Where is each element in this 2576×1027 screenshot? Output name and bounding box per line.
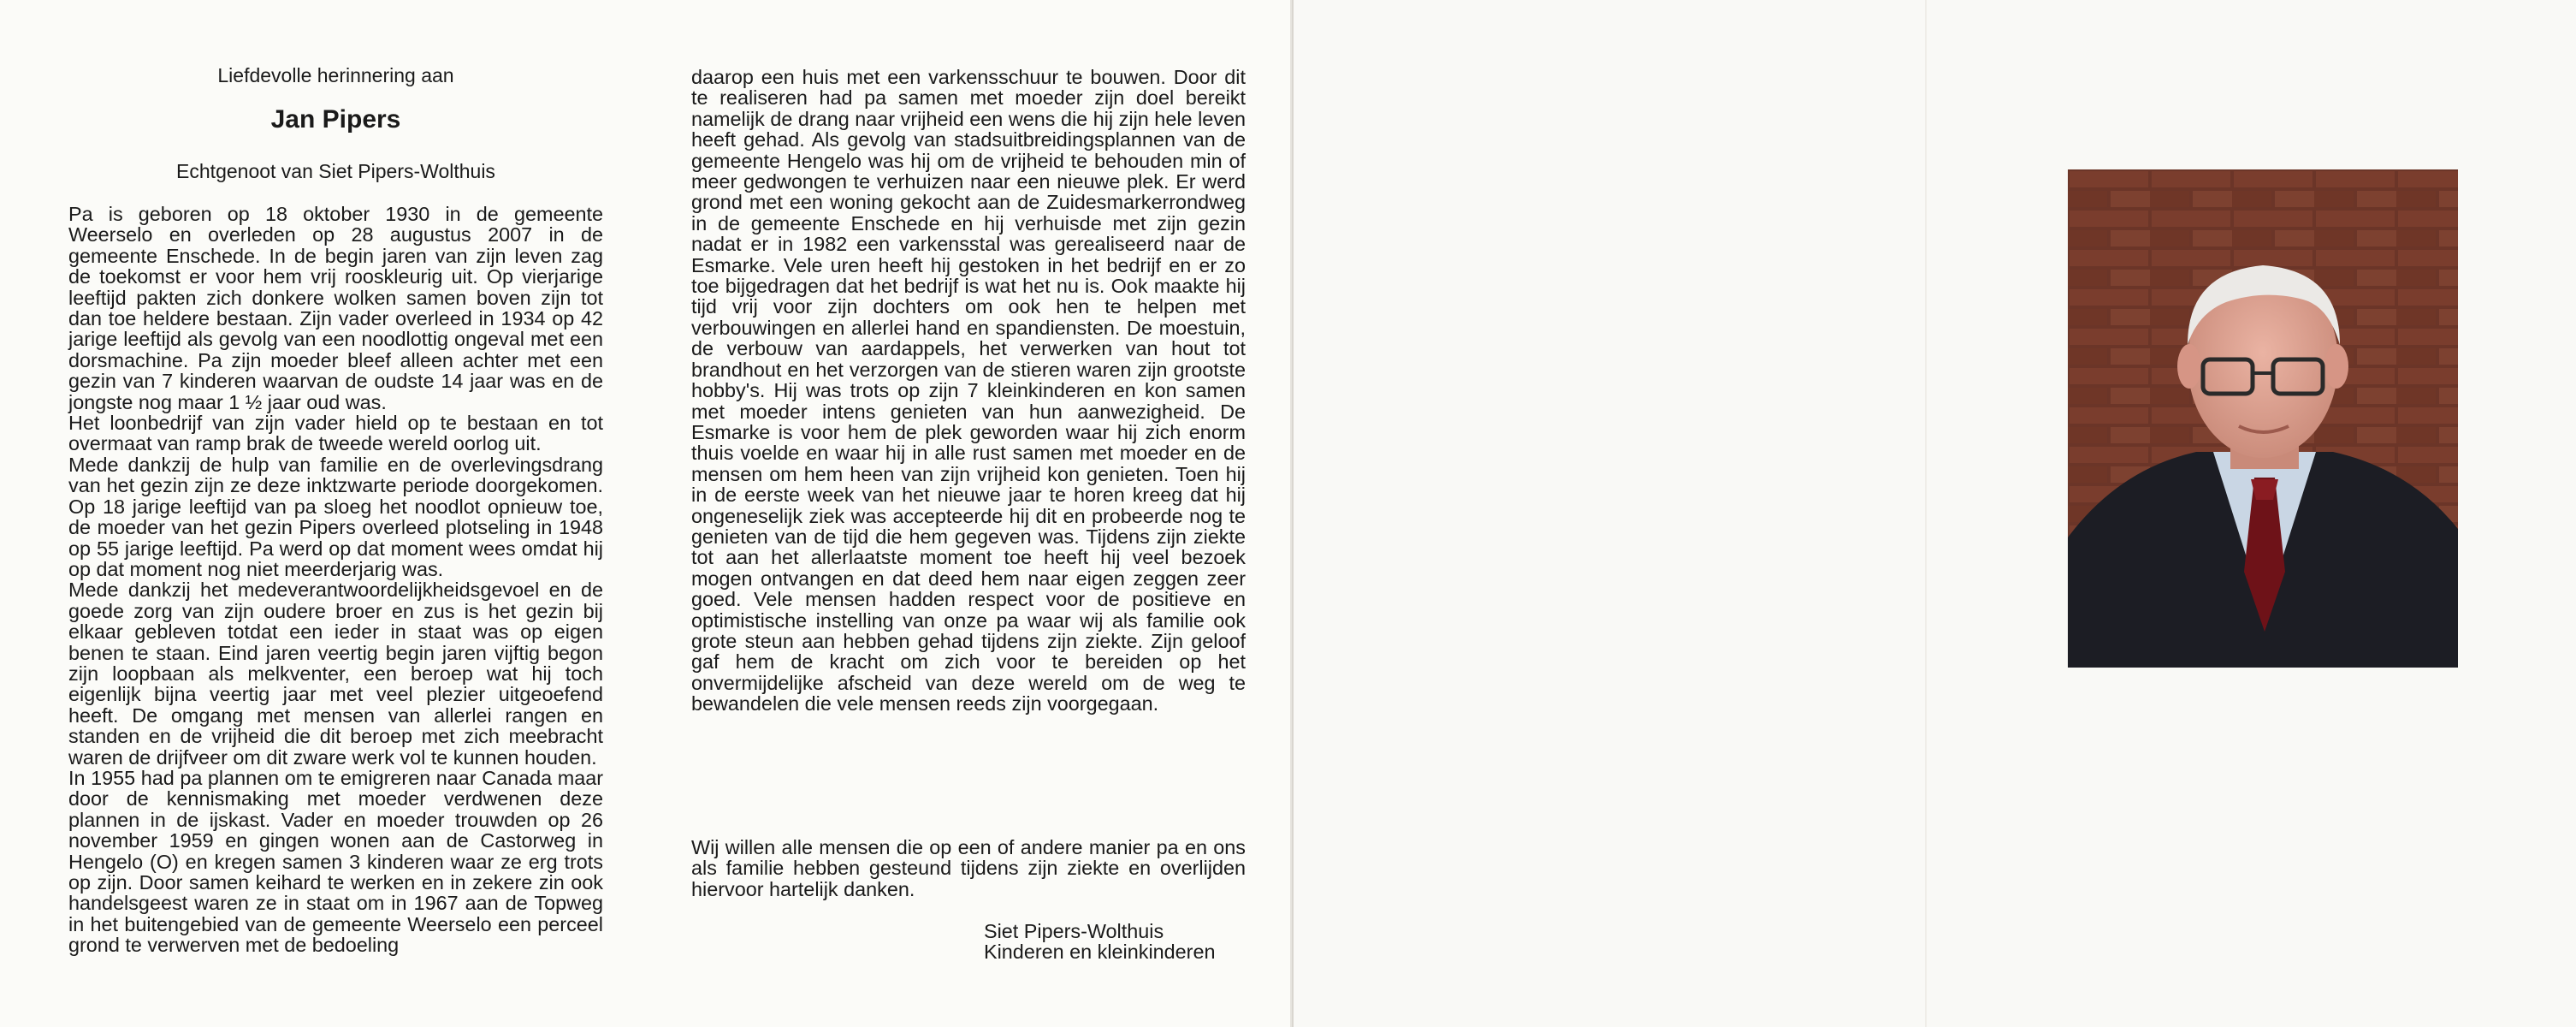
signature-line-2: Kinderen en kleinkinderen	[984, 941, 1216, 964]
thanks-message: Wij willen alle mensen die op een of andere manier pa en ons als familie hebben gesteund tijdens zijn ziekte en overlijden hiervoor hartelijk danken.	[691, 836, 1246, 900]
biography-paragraph: Pa is geboren op 18 oktober 1930 in de gemeente Weerselo en overleden op 28 augustus 2007 in de gemeente Enschede. In de begin jaren van zijn leven zag de toekomst er voor hem vrij rooskleurig uit. Op vierjarige leeftijd pakten zich donkere wolken samen boven zijn tot dan toe heldere bestaan. Zijn vader overleed in 1934 op 42 jarige leeftijd als gevolg van een noodlottig ongeval met een dorsmachine. Pa zijn moeder bleef alleen achter met een gezin van 7 kinderen waarvan de oudste 14 jaar was en de jongste nog maar 1 ½ jaar oud was.	[68, 203, 603, 413]
signature-block	[984, 921, 1215, 963]
signature-line-1: Siet Pipers-Wolthuis	[984, 920, 1164, 942]
biography-paragraph: Het loonbedrijf van zijn vader hield op te bestaan en tot overmaat van ramp brak de tweede wereld oorlog uit.	[68, 412, 603, 455]
spouse-line: Echtgenoot van Siet Pipers-Wolthuis	[176, 160, 495, 182]
intro-heading: Liefdevolle herinnering aan	[217, 64, 454, 86]
biography-paragraph: Mede dankzij het medeverantwoordelijkheidsgevoel en de goede zorg van zijn oudere broer en zus is het gezin bij elkaar gebleven totdat een ieder in staat was op eigen benen te staan. Eind jaren veertig begin jaren vijftig begon zijn loopbaan als melkventer, een beroep wat hij toch eigenlijk bijna veertig jaar met veel plezier uitgeoefend heeft. De omgang met mensen van allerlei rangen en standen en de vrijheid die dit beroep met zich meebracht waren de drijfveer om dit zware werk vol te kunnen houden.	[68, 579, 603, 769]
page-fold-divider	[1925, 0, 1927, 1027]
biography-right	[691, 67, 1246, 715]
biography-left	[68, 204, 603, 956]
biography-paragraph: daarop een huis met een varkensschuur te bouwen. Door dit te realiseren had pa samen met moeder zijn doel bereikt namelijk de drang naar vrijheid een wens die hij zijn hele leven heeft gehad. Als gevolg van stadsuitbreidingsplannen van de gemeente Hengelo was hij om de vrijheid te behouden min of meer gedwongen te verhuizen naar een nieuwe plek. Er werd grond met een woning gekocht aan de Zuidesmarkerrondweg in de gemeente Enschede en hij verhuisde met zijn gezin nadat er in 1982 een varkensstal was gerealiseerd naar de Esmarke. Vele uren heeft hij gestoken in het bedrijf en er zo toe bijgedragen dat het bedrijf is wat het nu is. Ook maakte hij tijd vrij voor zijn dochters om ook hen te helpen met verbouwingen en allerlei hand en spandiensten. De moestuin, de verbouw van aardappels, het verwerken van hout tot brandhout en het verzorgen van de stieren waren zijn grootste hobby's. Hij was trots op zijn 7 kleinkinderen en kon samen met moeder intens genieten van hun aanwezigheid. De Esmarke is voor hem de plek geworden waar hij zich enorm thuis voelde en waar hij in alle rust samen met moeder en de mensen om hem heen van zijn vrijheid kon genieten. Toen hij in de eerste week van het nieuwe jaar te horen kreeg dat hij ongeneselijk ziek was accepteerde hij dit en probeerde nog te genieten van de tijd die hem gegeven was. Tijdens zijn ziekte tot aan het allerlaatste moment toe heeft hij veel bezoek mogen ontvangen en dat deed hem naar eigen zeggen zeer goed. Vele mensen hadden respect voor de positieve en optimistische instelling van onze pa waar wij als familie ook grote steun aan hebben gehad tijdens zijn ziekte. Zijn geloof gaf hem de kracht om zich voor te bereiden op het onvermijdelijke afscheid van deze wereld om de weg te bewandelen die vele mensen reeds zijn voorgegaan.	[691, 66, 1246, 715]
page-fold-divider	[1290, 0, 1292, 1027]
portrait-photo	[2068, 169, 2458, 668]
biography-paragraph: In 1955 had pa plannen om te emigreren naar Canada maar door de kennismaking met moeder verdwenen deze plannen in de ijskast. Vader en moeder trouwden op 26 november 1959 en gingen wonen aan de Castorweg in Hengelo (O) en kregen samen 3 kinderen waar ze erg trots op zijn. Door samen keihard te werken en in zekere zin ook handelsgeest waren ze in staat om in 1967 aan de Topweg in het buitengebied van de gemeente Weerselo een perceel grond te verwerven met de bedoeling	[68, 766, 603, 957]
biography-paragraph: Mede dankzij de hulp van familie en de overlevingsdrang van het gezin zijn ze deze inktzwarte periode doorgekomen. Op 18 jarige leeftijd van pa sloeg het noodlot opnieuw toe, de moeder van het gezin Pipers overleed plotseling in 1948 op 55 jarige leeftijd. Pa werd op dat moment wees omdat hij op dat moment nog niet meerderjarig was.	[68, 453, 603, 580]
deceased-name: Jan Pipers	[270, 105, 401, 134]
